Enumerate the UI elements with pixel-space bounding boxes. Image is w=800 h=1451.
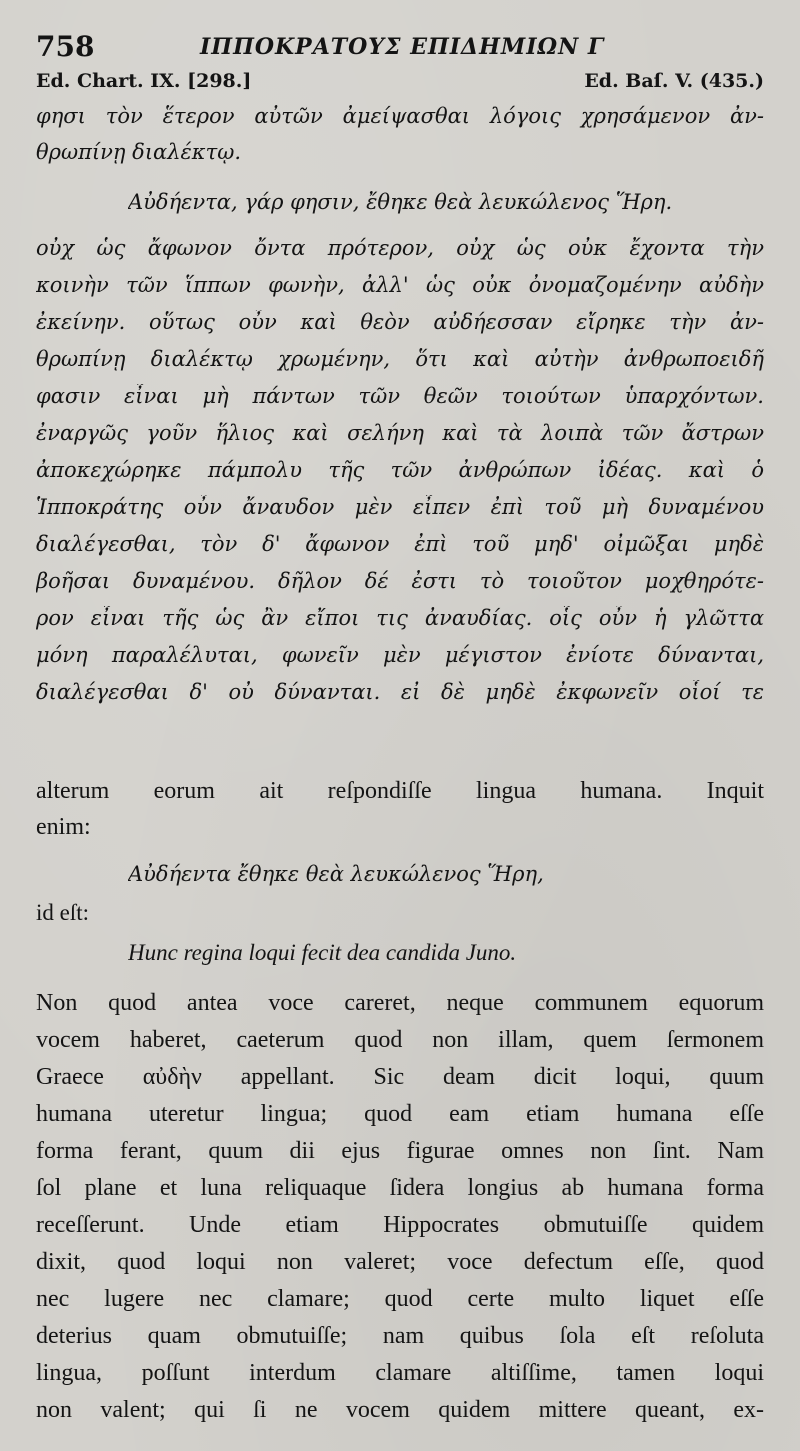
id-est-label: id eſt: xyxy=(36,900,90,925)
latin-intro-line: alterum eorum ait reſpondiſſe lingua humana. Inquit xyxy=(36,778,764,804)
greek-verse-quote: Αὐδήεντα, γάρ φησιν, ἔθηκε θεὰ λευκώλενος Ἥρη. xyxy=(128,190,673,214)
edition-basel-reference: Ed. Baſ. V. (435.) xyxy=(584,70,764,92)
latin-paragraph-line: dixit, quod loqui non valeret; voce defectum eſſe, quod xyxy=(36,1249,764,1275)
latin-paragraph-line: deterius quam obmutuiſſe; nam quibus ſola eſt reſoluta xyxy=(36,1323,764,1349)
latin-intro-line: enim: xyxy=(36,814,91,840)
running-title: ΙΠΠΟΚΡΑΤΟΥΣ ΕΠΙΔΗΜΙΩΝ Γ xyxy=(200,34,605,60)
latin-paragraph-line: nec lugere nec clamare; quod certe multo liquet eſſe xyxy=(36,1286,764,1312)
latin-paragraph-line: ſol plane et luna reliquaque ſidera longius ab humana forma xyxy=(36,1175,764,1201)
greek-paragraph-line: ἐναργῶς γοῦν ἥλιος καὶ σελήνη καὶ τὰ λοιπὰ τῶν ἄστρων xyxy=(36,421,764,445)
edition-reference-line xyxy=(36,70,764,96)
greek-paragraph-line: ἀποκεχώρηκε πάμπολυ τῆς τῶν ἀνθρώπων ἰδέας. καὶ ὁ xyxy=(36,458,764,482)
greek-paragraph-line: ρον εἶναι τῆς ὡς ἂν εἴποι τις ἀναυδίας. οἷς οὖν ἡ γλῶττα xyxy=(36,606,764,630)
latin-paragraph-line: Non quod antea voce careret, neque communem equorum xyxy=(36,990,764,1016)
greek-paragraph-line: διαλέγεσθαι δ' οὐ δύνανται. εἰ δὲ μηδὲ ἐκφωνεῖν οἷοί τε xyxy=(36,680,764,704)
greek-line: φησι τὸν ἕτερον αὐτῶν ἀμείψασθαι λόγοις χρησάμενον ἀν- xyxy=(36,104,764,128)
latin-paragraph-line: non valent; qui ſi ne vocem quidem mittere queant, ex- xyxy=(36,1397,764,1423)
greek-verse-in-latin: Αὐδήεντα ἔθηκε θεὰ λευκώλενος Ἥρη, xyxy=(128,862,544,886)
greek-paragraph-line: κοινὴν τῶν ἵππων φωνὴν, ἀλλ' ὡς οὐκ ὀνομαζομένην αὐδὴν xyxy=(36,273,764,297)
greek-paragraph-line: οὐχ ὡς ἄφωνον ὄντα πρότερον, οὐχ ὡς οὐκ ἔχοντα τὴν xyxy=(36,236,764,260)
latin-paragraph-line: forma ferant, quum dii ejus figurae omnes non ſint. Nam xyxy=(36,1138,764,1164)
latin-paragraph-line: vocem haberet, caeterum quod non illam, quem ſermonem xyxy=(36,1027,764,1053)
edition-chart-reference: Ed. Chart. IX. [298.] xyxy=(36,70,252,92)
greek-paragraph-line: ἐκείνην. οὕτως οὖν καὶ θεὸν αὐδήεσσαν εἴρηκε τὴν ἀν- xyxy=(36,310,764,334)
latin-paragraph-line: receſſerunt. Unde etiam Hippocrates obmutuiſſe quidem xyxy=(36,1212,764,1238)
greek-paragraph-line: βοῆσαι δυναμένου. δῆλον δέ ἐστι τὸ τοιοῦτον μοχθηρότε- xyxy=(36,569,764,593)
latin-paragraph-line: Graece αὐδὴν appellant. Sic deam dicit loqui, quum xyxy=(36,1064,764,1090)
page-header xyxy=(36,30,764,64)
page-number: 758 xyxy=(36,30,95,63)
greek-paragraph-line: μόνη παραλέλυται, φωνεῖν μὲν μέγιστον ἐνίοτε δύνανται, xyxy=(36,643,764,667)
latin-paragraph-line: lingua, poſſunt interdum clamare altiſſime, tamen loqui xyxy=(36,1360,764,1386)
latin-verse-translation: Hunc regina loqui fecit dea candida Juno. xyxy=(128,940,517,965)
greek-paragraph-line: Ἱπποκράτης οὖν ἄναυδον μὲν εἶπεν ἐπὶ τοῦ μὴ δυναμένου xyxy=(36,495,764,519)
greek-line: θρωπίνῃ διαλέκτῳ. xyxy=(36,140,241,164)
greek-paragraph-line: θρωπίνῃ διαλέκτῳ χρωμένην, ὅτι καὶ αὐτὴν ἀνθρωποειδῆ xyxy=(36,347,764,371)
greek-paragraph-line: φασιν εἶναι μὴ πάντων τῶν θεῶν τοιούτων ὑπαρχόντων. xyxy=(36,384,764,408)
greek-paragraph-line: διαλέγεσθαι, τὸν δ' ἄφωνον ἐπὶ τοῦ μηδ' οἰμῶξαι μηδὲ xyxy=(36,532,764,556)
latin-paragraph-line: humana uteretur lingua; quod eam etiam humana eſſe xyxy=(36,1101,764,1127)
